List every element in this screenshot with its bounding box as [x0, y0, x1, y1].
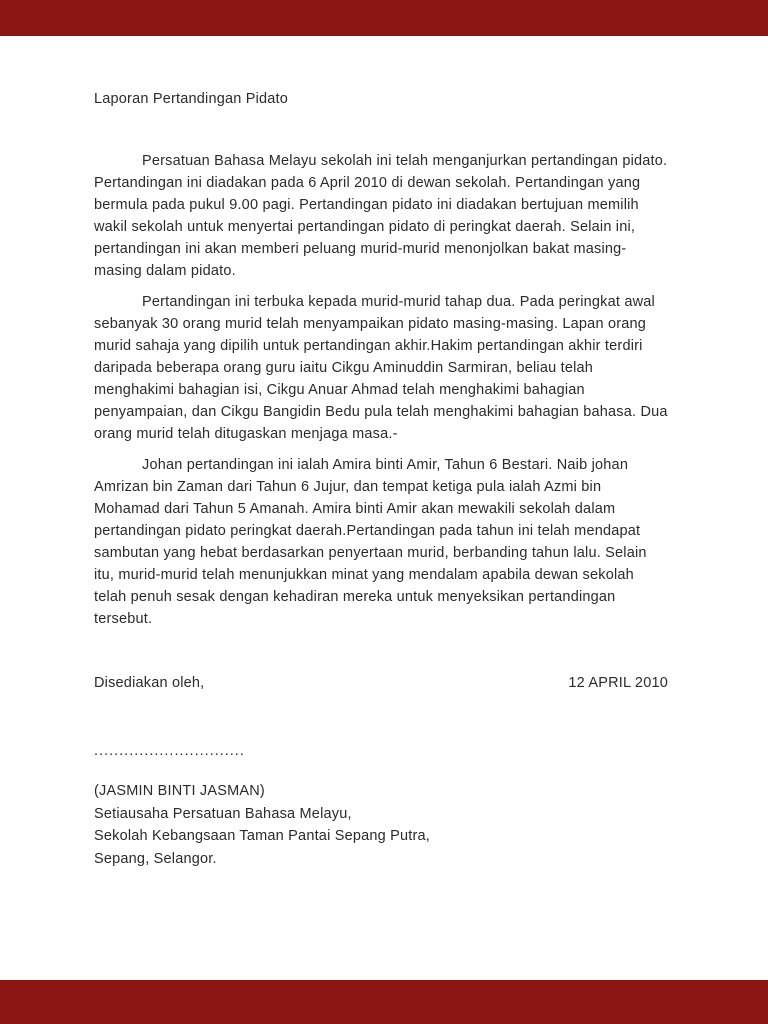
signatory-name: (JASMIN BINTI JASMAN) — [94, 783, 265, 799]
signatory-title: Setiausaha Persatuan Bahasa Melayu, — [94, 805, 352, 822]
document-title: Laporan Pertandingan Pidato — [94, 91, 289, 107]
signatory-school: Sekolah Kebangsaan Taman Pantai Sepang Putra, — [94, 828, 431, 844]
document-date: 12 APRIL 2010 — [568, 675, 668, 691]
signature-block — [94, 780, 668, 870]
paragraph-introduction: Persatuan Bahasa Melayu sekolah ini telah menganjurkan pertandingan pidato. Pertandingan ini diadakan pada 6 April 2010 di dewan sekolah. Pertandingan yang bermula pada pukul 9.00 pagi. Pertandingan pidato ini diadakan bertujuan memilih wakil sekolah untuk menyertai pertandingan pidato di peringkat daerah. Selain ini, pertandingan ini akan memberi peluang murid-murid menonjolkan bakat masing-masing dalam pidato. — [94, 153, 668, 279]
paragraph-results: Johan pertandingan ini ialah Amira binti Amir, Tahun 6 Bestari. Naib johan Amrizan bin Zaman dari Tahun 6 Jujur, dan tempat ketiga pula ialah Azmi bin Mohamad dari Tahun 5 Amanah. Amira binti Amir akan mewakili sekolah dalam pertandingan pidato peringkat daerah.Pertandingan pada tahun ini telah mendapat sambutan yang hebat berdasarkan penyertaan murid, berbanding tahun lalu. Selain itu, murid-murid telah menunjukkan minat yang mendalam apabila dewan sekolah telah penuh sesak dengan kehadiran mereka untuk menyeksikan pertandingan tersebut. — [94, 457, 647, 627]
prepared-by-label: Disediakan oleh, — [94, 675, 205, 691]
signatory-location: Sepang, Selangor. — [94, 850, 217, 867]
signature-line: .............................. — [94, 743, 245, 759]
byline-row — [94, 672, 668, 694]
paragraph-judging: Pertandingan ini terbuka kepada murid-murid tahap dua. Pada peringkat awal sebanyak 30 orang murid telah menyampaikan pidato masing-masing. Lapan orang murid sahaja yang dipilih untuk pertandingan akhir.Hakim pertandingan akhir terdiri daripada beberapa orang guru iaitu Cikgu Aminuddin Sarmiran, beliau telah menghakimi bahagian isi, Cikgu Anuar Ahmad telah menghakimi bahagian penyampaian, dan Cikgu Bangidin Bedu pula telah menghakimi bahagian bahasa. Dua orang murid telah ditugaskan menjaga masa.- — [94, 294, 668, 442]
document-page — [0, 36, 768, 980]
